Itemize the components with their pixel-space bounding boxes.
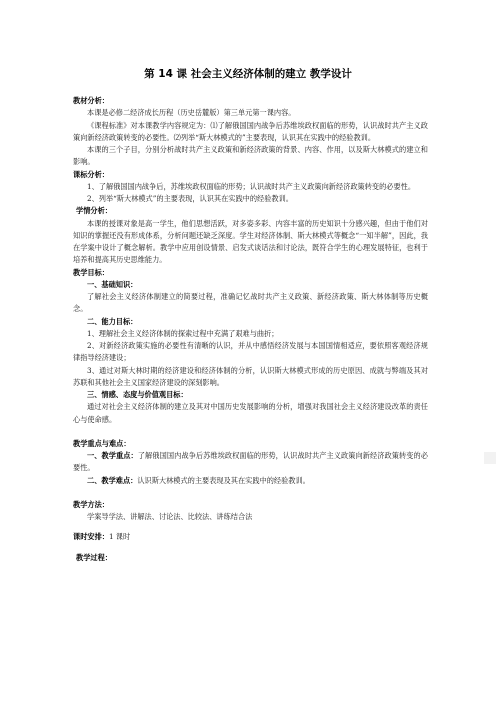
- page-title: 第 14 课 社会主义经济体制的建立 教学设计: [144, 68, 352, 80]
- document-body: [73, 95, 428, 564]
- textbook-paragraph: 本课的三个子目，分别分析战时共产主义政策和新经济政策的背景、内容、作用，以及斯大林模式的建立和影响。: [73, 145, 428, 167]
- ability-item: 1、理解社会主义经济体制的探索过程中充满了艰难与曲折；: [87, 328, 279, 338]
- textbook-paragraph: 本课是必修二经济成长历程（历史岳麓版）第三单元第一课内容。: [87, 108, 296, 118]
- section-heading-standard: 课标分析：: [73, 169, 109, 179]
- methods-text: 学案导学法、讲解法、讨论法、比较法、讲练结合法: [87, 512, 253, 521]
- section-heading-methods: 教学方法：: [73, 499, 109, 509]
- ability-item: 3、通过对斯大林时期的经济建设和经济体制的分析，认识斯大林模式形成的历史原因、成就与弊端及其对苏联和其他社会主义国家经济建设的深刻影响。: [73, 365, 428, 387]
- spacer: [73, 487, 428, 499]
- schedule-label: 课时安排：: [73, 532, 109, 542]
- emotion-paragraph: 通过对社会主义经济体制的建立及其对中国历史发展影响的分析，增强对我国社会主义经济建设改革的责任心与使命感。: [73, 402, 428, 424]
- difficult-point-text: 认识斯大林模式的主要表现及其在实践中的经验教训。: [137, 475, 310, 485]
- section-heading-key-points: 教学重点与难点：: [73, 438, 131, 448]
- difficult-point-label: 二、教学难点：: [87, 475, 138, 485]
- textbook-paragraph: 《课程标准》对本课教学内容规定为：⑴了解俄国国内战争后苏维埃政权面临的形势，认识战时共产主义政策向新经济政策转变的必要性。⑵列举“斯大林模式的”主要表现，认识其在实践中的经验教训。: [73, 120, 428, 142]
- section-heading-textbook: 教材分析：: [73, 96, 109, 105]
- standard-paragraph: 1、了解俄国国内战争后，苏维埃政权面临的形势；认识战时共产主义政策向新经济政策转变的必要性。: [87, 181, 416, 191]
- subheading-ability: 二、能力目标：: [87, 316, 138, 326]
- students-paragraph: 本课的授课对象是高一学生，他们思想活跃，对多姿多彩、内容丰富的历史知识十分感兴趣，但由于他们对知识的掌握还没有形成体系，分析问题还缺乏深度。学生对经济体制、斯大林模式等概念“一知半解”，因此，我在学案中设计了概念解析。教学中应用创设情景、启发式谈话法和讨论法，既符合学生的心理发展特征，也利于培养和提高其历史思维能力。: [73, 218, 428, 265]
- difficult-point-paragraph: [73, 475, 428, 487]
- ability-item: 2、对新经济政策实施的必要性有清晰的认识，并从中感悟经济发展与本国国情相适应，要依照客观经济规律指导经济建设；: [73, 341, 428, 363]
- spacer: [73, 426, 428, 438]
- edge-watermark: [484, 452, 496, 464]
- knowledge-paragraph: 了解社会主义经济体制建立的简要过程，准确记忆战时共产主义政策、新经济政策、斯大林体制等历史概念。: [73, 292, 428, 314]
- section-heading-goals: 教学目标：: [73, 267, 109, 277]
- schedule-line: [73, 531, 428, 543]
- spacer: [73, 544, 428, 552]
- key-point-label: 一、教学重点：: [87, 451, 138, 460]
- spacer: [73, 523, 428, 531]
- key-point-text: 了解俄国国内战争后苏维埃政权面临的形势，认识战时共产主义政策向新经济政策转变的必要性。: [73, 451, 428, 473]
- subheading-emotion: 三、情感、态度与价值观目标：: [87, 390, 188, 399]
- section-heading-students: 学情分析：: [76, 206, 112, 216]
- section-heading-process: 教学过程：: [76, 552, 112, 562]
- standard-paragraph: 2、列举“斯大林模式”的主要表现，认识其在实践中的经验教训。: [87, 194, 293, 203]
- subheading-knowledge: 一、基础知识：: [87, 279, 138, 289]
- schedule-text: 1 课时: [108, 532, 131, 542]
- key-point-paragraph: [73, 450, 428, 475]
